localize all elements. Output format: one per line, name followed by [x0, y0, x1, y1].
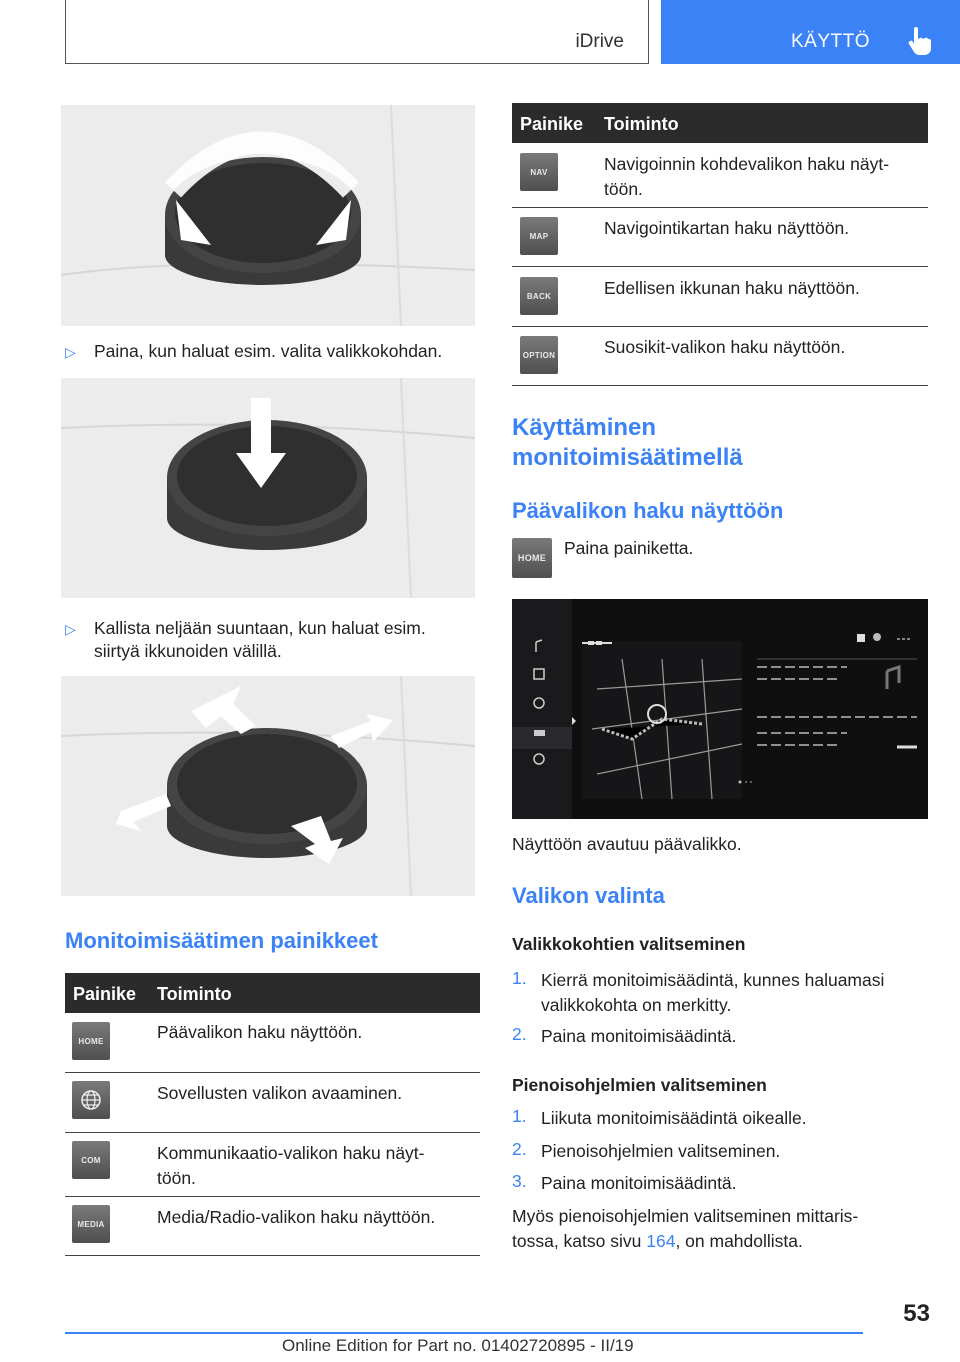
- list-number: 2.: [512, 1024, 527, 1044]
- col-toiminto: Toiminto: [604, 114, 679, 134]
- section-tab: [661, 0, 960, 64]
- row-divider: [65, 1255, 480, 1256]
- step-tilt-text-2: siirtyä ikkunoiden välillä.: [94, 641, 282, 661]
- back-button-icon: BACK: [520, 277, 558, 315]
- header-title: iDrive: [575, 31, 624, 52]
- list-item: Kierrä monitoimisäädintä, kunnes haluamasi: [541, 970, 885, 990]
- list-number: 3.: [512, 1171, 527, 1191]
- table-cell: Media/Radio-valikon haku näyttöön.: [157, 1207, 436, 1227]
- home-button-icon: HOME: [72, 1022, 110, 1060]
- footer-edition: Online Edition for Part no. 01402720895 - II/19: [282, 1336, 634, 1355]
- col-toiminto: Toiminto: [157, 984, 232, 1004]
- controller-press-photo: [61, 378, 475, 598]
- list-number: 1.: [512, 1106, 527, 1126]
- buttons-heading: Monitoimisäätimen painikkeet: [65, 928, 378, 953]
- step-press-text: Paina, kun haluat esim. valita valikkokohdan.: [94, 341, 443, 361]
- section-heading-line1: Käyttäminen: [512, 414, 657, 441]
- left-table-header: [65, 973, 480, 1013]
- list-item: Liikuta monitoimisäädintä oikealle.: [541, 1108, 807, 1128]
- home-button-icon: HOME: [512, 538, 552, 578]
- bullet-triangle-icon: ▷: [65, 344, 76, 360]
- table-cell: töön.: [604, 179, 643, 199]
- screen-caption: Näyttöön avautuu päävalikko.: [512, 834, 742, 854]
- globe-icon: [79, 1088, 103, 1112]
- row-divider: [512, 326, 928, 327]
- press-button-text: Paina painiketta.: [564, 538, 694, 558]
- table-cell: Navigointikartan haku näyttöön.: [604, 218, 850, 238]
- widgets-subheading: Pienoisohjelmien valitseminen: [512, 1075, 767, 1095]
- page-number: 53: [903, 1300, 930, 1327]
- final-text-line2: [512, 1229, 803, 1254]
- controller-tilt-photo: [61, 676, 475, 896]
- final-text-part: tossa, katso sivu: [512, 1231, 647, 1251]
- select-heading: Valikon valinta: [512, 883, 665, 908]
- list-number: 2.: [512, 1139, 527, 1159]
- idrive-screen-image: [512, 599, 928, 819]
- page-link[interactable]: 164: [646, 1231, 676, 1251]
- com-button-icon: COM: [72, 1141, 110, 1179]
- hand-pointer-icon: [906, 26, 932, 56]
- main-menu-heading: Päävalikon haku näyttöön: [512, 498, 784, 523]
- nav-button-icon: NAV: [520, 153, 558, 191]
- col-painike: Painike: [73, 984, 137, 1004]
- table-cell: Suosikit-valikon haku näyttöön.: [604, 337, 846, 357]
- row-divider: [65, 1072, 480, 1073]
- row-divider: [65, 1132, 480, 1133]
- final-text-line1: Myös pienoisohjelmien valitseminen mittaris-: [512, 1206, 859, 1226]
- header-title-box: [65, 0, 649, 64]
- list-item: Paina monitoimisäädintä.: [541, 1026, 737, 1046]
- table-cell: töön.: [157, 1168, 196, 1188]
- option-button-icon: OPTION: [520, 336, 558, 374]
- media-button-icon: MEDIA: [72, 1205, 110, 1243]
- list-item: Pienoisohjelmien valitseminen.: [541, 1141, 781, 1161]
- step-tilt-text-1: Kallista neljään suuntaan, kun haluat esim.: [94, 618, 426, 638]
- footer-divider: [65, 1332, 863, 1334]
- list-number: 1.: [512, 968, 527, 988]
- list-item: Paina monitoimisäädintä.: [541, 1173, 737, 1193]
- table-cell: Edellisen ikkunan haku näyttöön.: [604, 278, 860, 298]
- section-label: KÄYTTÖ: [791, 31, 871, 52]
- final-text-part: , on mahdollista.: [675, 1231, 803, 1251]
- section-heading-line2: monitoimisäätimellä: [512, 444, 743, 471]
- row-divider: [65, 1196, 480, 1197]
- table-cell: Päävalikon haku näyttöön.: [157, 1022, 363, 1042]
- apps-button-icon: [72, 1081, 110, 1119]
- controller-rotate-photo: [61, 105, 475, 326]
- menu-items-subheading: Valikkokohtien valitseminen: [512, 934, 746, 954]
- table-cell: Sovellusten valikon avaaminen.: [157, 1083, 403, 1103]
- col-painike: Painike: [520, 114, 584, 134]
- table-cell: Kommunikaatio-valikon haku näyt-: [157, 1143, 425, 1163]
- bullet-triangle-icon: ▷: [65, 621, 76, 637]
- row-divider: [512, 266, 928, 267]
- list-item: valikkokohta on merkitty.: [541, 995, 732, 1015]
- table-cell: Navigoinnin kohdevalikon haku näyt-: [604, 154, 890, 174]
- map-button-icon: MAP: [520, 217, 558, 255]
- right-table-header: [512, 103, 928, 143]
- row-divider: [512, 385, 928, 386]
- row-divider: [512, 207, 928, 208]
